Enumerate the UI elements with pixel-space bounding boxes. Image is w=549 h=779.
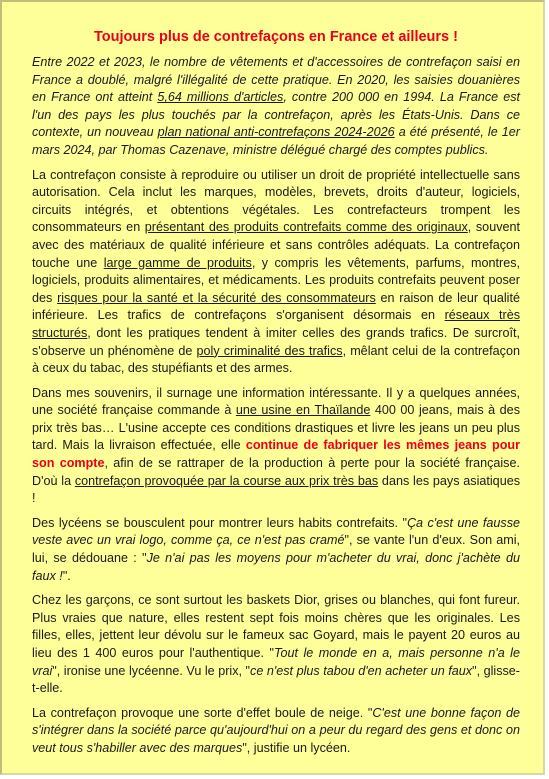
paragraph-sneakers-bags bbox=[32, 592, 520, 698]
paragraph-definition bbox=[32, 167, 520, 378]
text-run: ", glisse-t-elle. bbox=[32, 663, 521, 696]
paragraph-memory bbox=[32, 385, 520, 508]
text-run: a été présenté, le 1er mars 2024, par Thomas Cazenave, ministre délégué chargé des comptes publics. bbox=[32, 125, 520, 157]
underlined-phrase: contrefaçon provoquée par la course aux prix très bas bbox=[74, 473, 379, 488]
text-run: ", justifie un lycéen. bbox=[242, 740, 351, 755]
text-run: , dont les pratiques tendent à imiter celles des grands trafics. De surcroît, s'observe un phénomène de bbox=[32, 325, 520, 358]
highlighted-phrase: continue de fabriquer les mêmes jeans pour son compte bbox=[32, 438, 520, 471]
text-run: ", se vante l'un d'eux. Son ami, lui, se dédouane : " bbox=[32, 533, 520, 566]
quote-text: Tout le monde en a, mais personne n'a le vrai bbox=[32, 646, 520, 678]
text-run: ", ironise une lycéenne. Vu le prix, " bbox=[52, 663, 251, 678]
underlined-phrase: présentant des produits contrefaits comme des originaux bbox=[144, 220, 468, 235]
text-run: , contre 200 000 en 1994. La France est l'un des pays les plus touchés par la contrefaçon, après les États-Unis. Dans ce contexte, un nouveau bbox=[32, 90, 521, 140]
text-run: dans les pays asiatiques ! bbox=[32, 473, 520, 506]
text-run: La contrefaçon consiste à reproduire ou utiliser un droit de propriété intellectuelle sans autorisation. Cela inclut les marques, modèles, brevets, droits d'auteur, logiciels, circuits intégrés, et obtentions végétales. Les contrefacteurs trompent les consommateurs en bbox=[32, 167, 520, 235]
quote-text: Ça c'est une fausse veste avec un vrai logo, comme ça, ce n'est pas cramé bbox=[32, 515, 521, 548]
paragraph-students bbox=[32, 515, 520, 585]
paragraph-snowball bbox=[32, 705, 520, 758]
text-run: 400 00 jeans, mais à des prix très bas… L'usine accepte ces conditions drastiques et livre les jeans un peu plus tard. Mais la livraison effectuée, elle bbox=[32, 403, 520, 453]
article-title: Toujours plus de contrefaçons en France et ailleurs ! bbox=[94, 29, 458, 45]
text-run: La contrefaçon provoque une sorte d'effet boule de neige. " bbox=[32, 705, 373, 720]
text-run: Des lycéens se bousculent pour montrer leurs habits contrefaits. " bbox=[32, 515, 407, 530]
text-run: en raison de leur qualité inférieure. Les trafics de contrefaçons s'organisent désormais en bbox=[32, 290, 520, 323]
text-run: Dans mes souvenirs, il surnage une information intéressante. Il y a quelques années, une société française commande à bbox=[32, 385, 520, 418]
underlined-phrase: poly criminalité des trafics bbox=[196, 343, 343, 358]
quote-text: C'est une bonne façon de s'intégrer dans la société parce qu'aujourd'hui on a peur du regard des gens et donc on veut tous s'habiller avec des marques bbox=[32, 705, 521, 755]
underlined-phrase: une usine en Thaïlande bbox=[235, 403, 371, 418]
paragraph-intro bbox=[32, 54, 520, 160]
text-run: Chez les garçons, ce sont surtout les baskets Dior, grises ou blanches, qui font fureur. Plus vraies que nature, elles restent sept fois moins chères que les originales. Les filles, elles, jettent leur dévolu sur le fameux sac Goyard, mais le payent 20 euros au lieu des 1 400 euros pour l'authentique. " bbox=[32, 593, 520, 660]
underlined-phrase: 5,64 millions d'articles bbox=[157, 90, 284, 105]
text-run: ". bbox=[62, 568, 71, 583]
text-run: Entre 2022 et 2023, le nombre de vêtements et d'accessoires de contrefaçon saisi en France a doublé, malgré l'illégalité de cette pratique. En 2020, les saisies douanières en France ont atteint bbox=[32, 55, 520, 105]
underlined-phrase: risques pour la santé et la sécurité des consommateurs bbox=[57, 290, 376, 305]
text-run: , y compris les vêtements, parfums, montres, logiciels, produits alimentaires, et médicaments. Les produits contrefaits peuvent poser des bbox=[32, 255, 520, 305]
underlined-phrase: large gamme de produits bbox=[103, 255, 252, 270]
quote-text: Je n'ai pas les moyens pour m'acheter du vrai, donc j'achète du faux ! bbox=[32, 551, 520, 583]
text-run: , mêlant celui de la contrefaçon à ceux du tabac, des stupéfiants et des armes. bbox=[32, 343, 520, 376]
underlined-phrase: plan national anti-contrefaçons 2024-2026 bbox=[157, 125, 395, 140]
article-content bbox=[32, 28, 520, 765]
quote-text: ce n'est plus tabou d'en acheter un faux bbox=[250, 663, 473, 678]
text-run: , afin de se rattraper de la production à perte pour la société française. D'où la bbox=[32, 456, 520, 488]
text-run: , souvent avec des matériaux de qualité inférieure et sans contrôles adéquats. La contrefaçon touche une bbox=[32, 220, 520, 270]
underlined-phrase: réseaux très structurés bbox=[32, 308, 520, 340]
